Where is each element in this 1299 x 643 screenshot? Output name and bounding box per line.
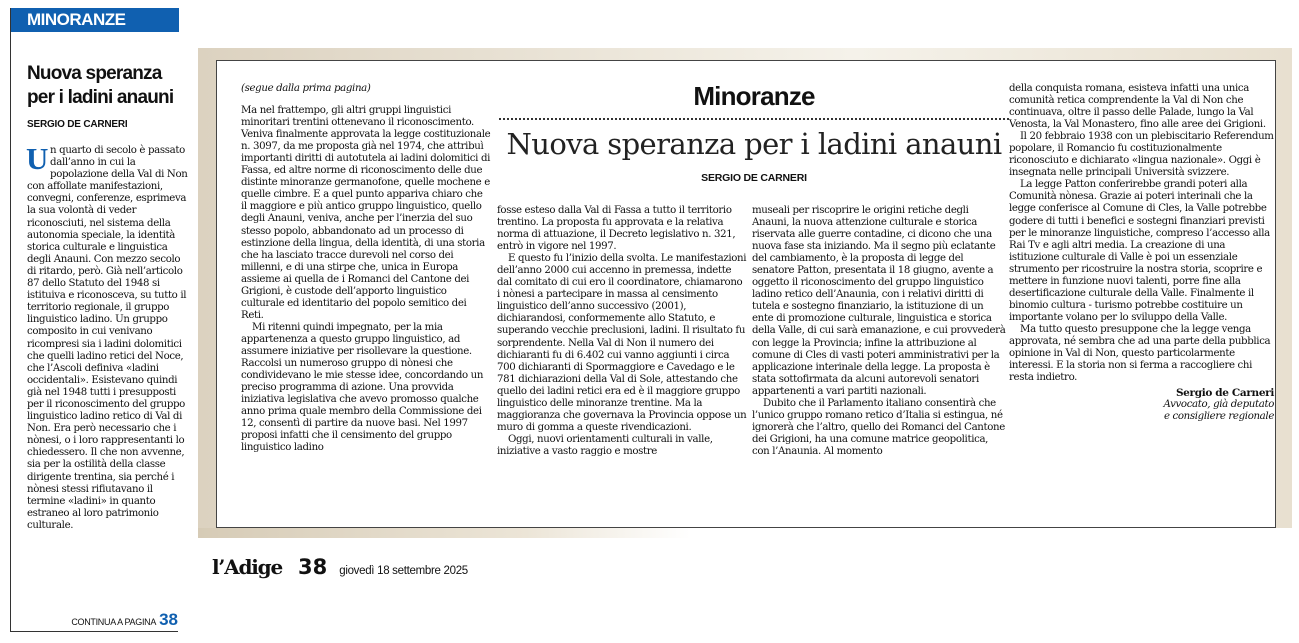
signature-role: e consigliere regionale xyxy=(1163,411,1274,423)
article-header xyxy=(499,79,1009,184)
paragraph: Mi ritenni quindi impegnato, per la mia appartenenza a questo gruppo linguistico, ad assumere iniziative per risollevare la questione. Raccolsi un numeroso gruppo di nònesi che condividevano le mie stesse idee, concordando un preciso programma di azione. Una provvida iniziativa legislativa che avevo promosso qualche anno prima quale membro della Commissione dei 12, consentì di partire da nuove basi. Nel 1997 proposi infatti che il censimento del gruppo linguistico ladino xyxy=(241,321,484,454)
paragraph: museali per riscoprire le origini retiche degli Anauni, la nuova attenzione culturale e storica riservata alle guerre contadine, ci dicono che una nuova fase sta iniziando. Ma il segno più eclatante del cambiamento, è la proposta di legge del senatore Patton, presentata il 18 giugno, avente a oggetto il riconoscimento del gruppo linguistico ladino retico dell’Anaunia, con i relativi diritti di tutela e sostegno finanziario, la istituzione di un ente di promozione culturale, linguistica e storica della Valle, di cui sarà emanazione, e cui provvederà con legge la Provincia; infine la attribuzione al comune di Cles di vasti poteri amministrativi per la applicazione interinale della legge. La proposta è stata sottofirmata da alcuni autorevoli senatori appartenenti a vari partiti nazionali. xyxy=(752,205,1006,397)
article-byline: SERGIO DE CARNERI xyxy=(701,172,807,184)
paragraph: della conquista romana, esisteva infatti una unica comunità retica comprendente la Val di Non che continuava, oltre il passo delle Palade, lungo la Val Venosta, la Val Monastero, fino alle aree dei Grigioni. xyxy=(1009,83,1266,131)
teaser-text: n quarto di secolo è passato dall’anno in cui la popolazione della Val di Non con affollate manifestazioni, convegni, conferenze, esprimeva la sua volontà di veder riconosciuti, nel sistema della autonomia speciale, la identità storica culturale e linguistica degli Anauni. Con mezzo secolo di ritardo, però. Già nell’articolo 87 dello Statuto del 1948 si istituiva e riconosceva, su tutto il territorio regionale, il gruppo linguistico ladino. Un gruppo composito in cui venivano ricompresi sia i ladini dolomitici che quelli ladino retici del Noce, che l’Ascoli definiva «ladini occidentali». Esistevano quindi già nel 1948 tutti i presupposti per il riconoscimento del gruppo linguistico ladino retico di Val di Non. Era però necessario che i nònesi, o i loro rappresentanti lo chiedessero. Il che non avvenne, sia per la ostilità della classe dirigente trentina, sia perché i nònesi stessi rifiutavano il termine «ladini» in quanto estraneo al loro patrimonio culturale. xyxy=(27,145,188,531)
article-clipping xyxy=(216,60,1276,528)
page-number: 38 xyxy=(297,555,328,579)
paragraph: Dubito che il Parlamento italiano consentirà che l’unico gruppo romano retico d’Italia si estingua, né ignorerà che l’altro, quello dei Romanci del Cantone dei Grigioni, ha una comune matrice geopolitica, con l’Anaunia. Al momento xyxy=(752,397,1005,457)
paragraph: fosse esteso dalla Val di Fassa a tutto il territorio trentino. La proposta fu approvata e la relativa norma di attuazione, il Decreto legislativo n. 321, entrò in vigore nel 1997. xyxy=(497,205,736,253)
drop-cap: U xyxy=(26,141,49,176)
section-banner: MINORANZE xyxy=(11,8,179,32)
article-clipping-frame xyxy=(198,48,1292,538)
paragraph: Il 20 febbraio 1938 con un plebiscitario Referendum popolare, il Romancio fu costituzionalmente riconosciuto e dichiarato «lingua nazionale». Oggi è insegnata nelle principali Università svizzere. xyxy=(1009,131,1274,179)
article-column-4 xyxy=(1009,83,1274,423)
article-headline: Nuova speranza per i ladini anauni xyxy=(506,127,1002,161)
continue-link[interactable] xyxy=(71,610,178,630)
issue-date: giovedì 18 settembre 2025 xyxy=(339,565,468,577)
continue-label: CONTINUA A PAGINA xyxy=(71,617,157,627)
teaser-byline: SERGIO DE CARNERI xyxy=(27,119,128,130)
paragraph: Oggi, nuovi orientamenti culturali in valle, iniziative a vasto raggio e mostre xyxy=(497,433,713,457)
article-column-3 xyxy=(752,205,1007,458)
continue-page-number: 38 xyxy=(159,610,178,629)
paragraph: Ma nel frattempo, gli altri gruppi linguistici minoritari trentini ottenevano il riconoscimento. Veniva finalmente approvata la legge costituzionale n. 3097, da me proposta già nel 1974, che attribuì importanti diritti di autotutela ai ladini dolomitici di Fassa, ed altre norme di riconoscimento delle due distinte minoranze germanofone, quelle mochene e quelle cimbre. E a quel punto appariva chiaro che il maggiore e più antico gruppo linguistico, quello degli Anauni, veniva, anche per l’inerzia del suo stesso popolo, abbandonato ad un processo di estinzione della lingua, della identità, di una storia che ha lasciato tracce durevoli nel corso dei millenni, e di una stirpe che, unica in Europa assieme ai quella de i Romanci del Cantone dei Grigioni, è custode dell’apporto linguistico culturale ed identitario del popolo semitico dei Reti. xyxy=(241,105,491,321)
newspaper-masthead: l’Adige xyxy=(212,555,282,579)
front-page-teaser xyxy=(10,8,188,632)
page-footer xyxy=(212,555,468,579)
signature-role: Avvocato, già deputato xyxy=(1163,399,1274,411)
article-column-1 xyxy=(241,83,491,454)
dotted-divider xyxy=(499,118,1009,120)
paragraph: Ma tutto questo presuppone che la legge venga approvata, né sembra che ad una parte della pubblica opinione in Val di Non, questo particolarmente interessi. E la storia non si ferma a raccogliere chi resta indietro. xyxy=(1009,323,1271,384)
continued-from-note: (segue dalla prima pagina) xyxy=(241,83,371,94)
author-signature xyxy=(1009,387,1274,423)
paragraph: E questo fu l’inizio della svolta. Le manifestazioni dell’anno 2000 cui accenno in premessa, indette dal comitato di cui ero il coordinatore, chiamarono i nònesi a partecipare in massa al censimento linguistico dell’anno successivo (2001), dichiarandosi, conformemente allo Statuto, e superando vecchie preclusioni, ladini. Il risultato fu sorprendente. Nella Val di Non il numero dei dichiaranti fu di 6.402 cui vanno aggiunti i circa 700 dichiaranti di Spormaggiore e Cavedago e le 781 dichiarazioni della Val di Sole, attestando che quello dei ladini retici era ed è il maggiore gruppo linguistico delle minoranze trentine. Ma la maggioranza che governava la Provincia oppose un muro di gomma a queste rivendicazioni. xyxy=(497,253,747,433)
teaser-title: Nuova speranza per i ladini anauni xyxy=(27,63,174,108)
article-column-2 xyxy=(497,205,747,458)
signature-name: Sergio de Carneri xyxy=(1175,387,1274,400)
teaser-body xyxy=(26,141,191,532)
paragraph: La legge Patton conferirebbe grandi poteri alla Comunità nònesa. Grazie ai poteri interinali che la legge conferisce al Comune di Cles, la Valle potrebbe godere di tutti i benefici e sostegni finanziari previsti per le minoranze linguistiche, compreso l’accesso alla Rai Tv e agli altri media. La creazione di una istituzione culturale di Valle è poi un essenziale strumento per ricostruire la nostra storia, scoprire e mettere in funzione nuovi talenti, porre fine alla desertificazione culturale della Valle. Finalmente il binomio cultura - turismo potrebbe costituire un importante volano per lo sviluppo della Valle. xyxy=(1009,179,1270,323)
article-kicker: Minoranze xyxy=(693,81,815,111)
